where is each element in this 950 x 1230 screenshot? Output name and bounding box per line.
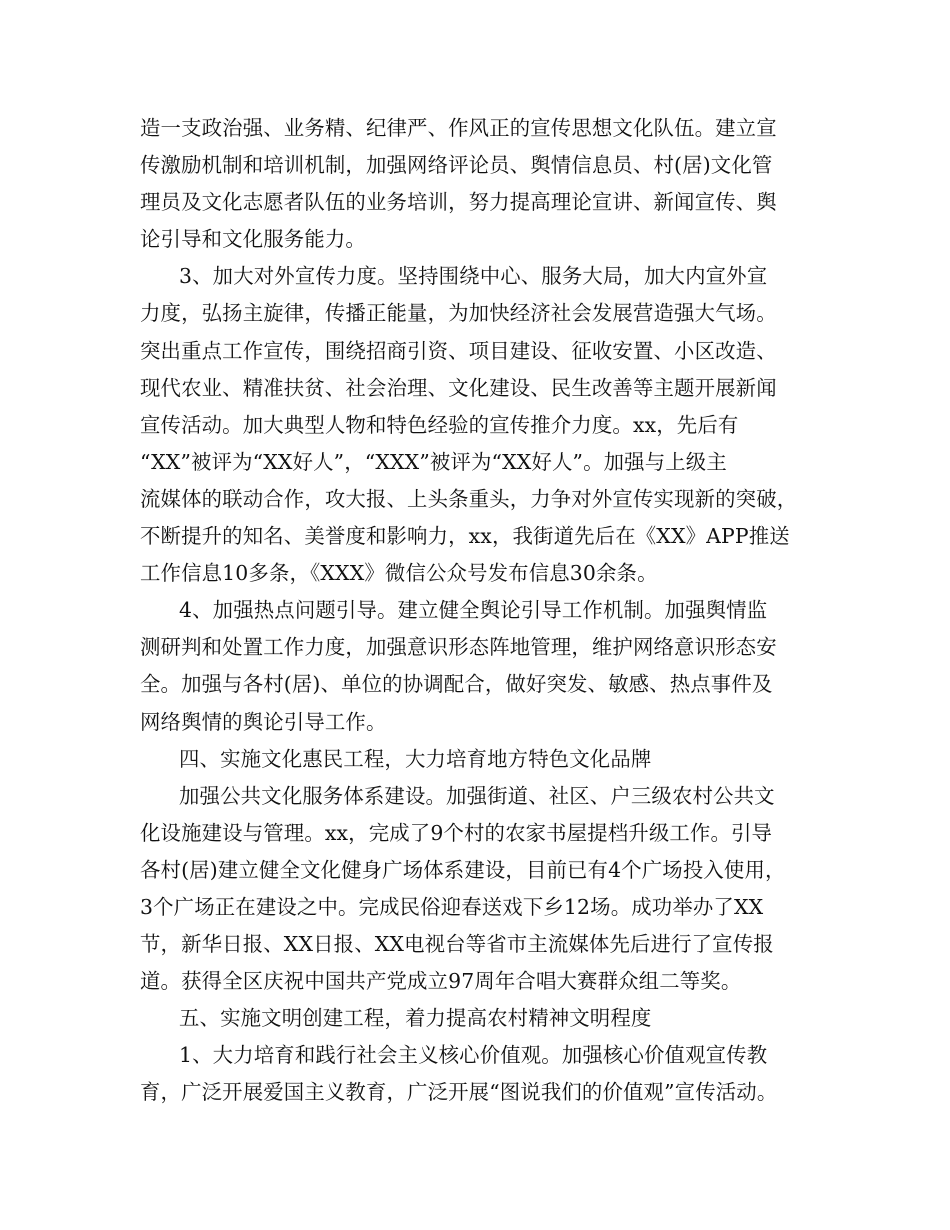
body-text (140, 110, 840, 1112)
section-heading: 五、实施文明创建工程，着力提高农村精神文明程度 (179, 1006, 652, 1031)
text-line: 节，新华日报、XX日报、XX电视台等省市主流媒体先后进行了宣传报 (140, 932, 774, 957)
text-line: 网络舆情的舆论引导工作。 (140, 709, 387, 734)
text-line: 1、大力培育和践行社会主义核心价值观。加强核心价值观宣传教 (179, 1043, 768, 1068)
text-line: 4、加强热点问题引导。建立健全舆论引导工作机制。加强舆情监 (179, 598, 768, 623)
text-line: 突出重点工作宣传，围绕招商引资、项目建设、征收安置、小区改造、 (140, 338, 777, 363)
text-line: 3个广场正在建设之中。完成民俗迎春送戏下乡12场。成功举办了XX (140, 894, 764, 919)
section-heading: 四、实施文化惠民工程，大力培育地方特色文化品牌 (179, 746, 652, 771)
text-line: 理员及文化志愿者队伍的业务培训，努力提高理论宣讲、新闻宣传、舆 (140, 190, 777, 215)
text-line: 加强公共文化服务体系建设。加强街道、社区、户三级农村公共文 (179, 783, 775, 808)
text-line: 各村(居)建立健全文化健身广场体系建设，目前已有4个广场投入使用， (140, 857, 786, 882)
text-line: 育，广泛开展爱国主义教育，广泛开展“图说我们的价值观”宣传活动。 (140, 1080, 778, 1105)
text-line: 测研判和处置工作力度，加强意识形态阵地管理，维护网络意识形态安 (140, 635, 777, 660)
text-line: 论引导和文化服务能力。 (140, 227, 366, 252)
text-line: 宣传活动。加大典型人物和特色经验的宣传推介力度。xx，先后有 (140, 412, 739, 437)
text-line: 工作信息10多条，《XXX》微信公众号发布信息30余条。 (140, 561, 658, 586)
text-line: 力度，弘扬主旋律，传播正能量，为加快经济社会发展营造强大气场。 (140, 301, 777, 326)
text-line: 不断提升的知名、美誉度和影响力，xx，我街道先后在《XX》APP推送 (140, 524, 790, 549)
text-line: 道。获得全区庆祝中国共产党成立97周年合唱大赛群众组二等奖。 (140, 969, 742, 994)
text-line: 传激励机制和培训机制，加强网络评论员、舆情信息员、村(居)文化管 (140, 153, 773, 178)
text-line: 流媒体的联动合作，攻大报、上头条重头，力争对外宣传实现新的突破， (140, 486, 798, 511)
text-line: “XX”被评为“XX好人”，“XXX”被评为“XX好人”。加强与上级主 (140, 449, 727, 474)
text-line: 3、加大对外宣传力度。坚持围绕中心、服务大局，加大内宣外宣 (179, 264, 768, 289)
text-line: 造一支政治强、业务精、纪律严、作风正的宣传思想文化队伍。建立宣 (140, 116, 777, 140)
text-line: 全。加强与各村(居)、单位的协调配合，做好突发、敏感、热点事件及 (140, 672, 773, 697)
text-line: 化设施建设与管理。xx，完成了9个村的农家书屋提档升级工作。引导 (140, 820, 773, 845)
text-line: 现代农业、精准扶贫、社会治理、文化建设、民生改善等主题开展新闻 (140, 375, 777, 400)
